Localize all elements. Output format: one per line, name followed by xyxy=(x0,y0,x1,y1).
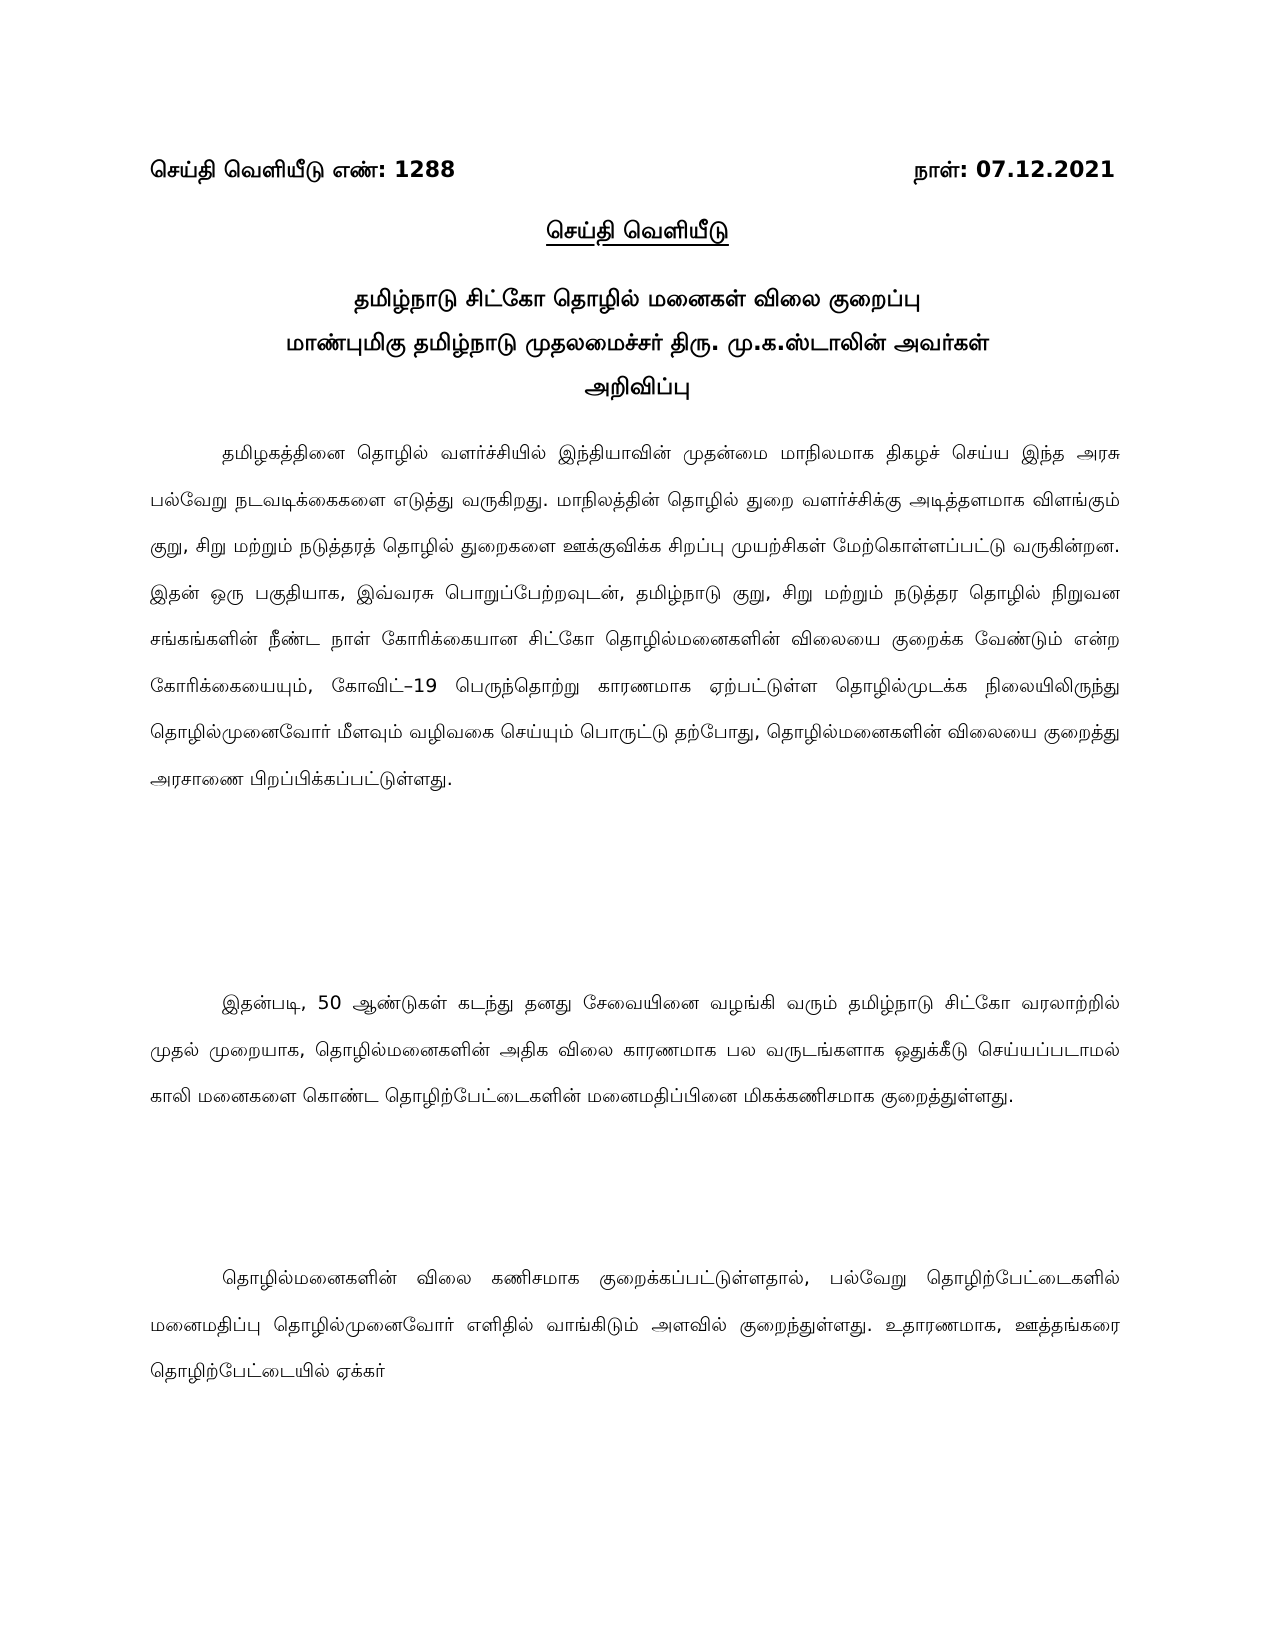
title-line-1: தமிழ்நாடு சிட்கோ தொழில் மனைகள் விலை குறைப்பு xyxy=(354,286,921,312)
press-release-heading: செய்தி வெளியீடு xyxy=(546,218,729,244)
release-date: நாள்: 07.12.2021 xyxy=(913,158,1115,183)
title-block xyxy=(150,277,1125,409)
title-line-3: அறிவிப்பு xyxy=(584,374,691,400)
body-paragraph-2: இதன்படி, 50 ஆண்டுகள் கடந்து தனது சேவையினை வழங்கி வரும் தமிழ்நாடு சிட்கோ வரலாற்றில் முதல் முறையாக, தொழில்மனைகளின் அதிக விலை காரணமாக பல வருடங்களாக ஒதுக்கீடு செய்யப்படாமல் காலி மனைகளை கொண்ட தொழிற்பேட்டைகளின் மனைமதிப்பினை மிகக்கணிசமாக குறைத்துள்ளது. xyxy=(150,992,1120,1107)
body-paragraph-1: தமிழகத்தினை தொழில் வளர்ச்சியில் இந்தியாவின் முதன்மை மாநிலமாக திகழச் செய்ய இந்த அரசு பல்வேறு நடவடிக்கைகளை எடுத்து வருகிறது. மாநிலத்தின் தொழில் துறை வளர்ச்சிக்கு அடித்தளமாக விளங்கும் குறு, சிறு மற்றும் நடுத்தரத் தொழில் துறைகளை ஊக்குவிக்க சிறப்பு முயற்சிகள் மேற்கொள்ளப்பட்டு வருகின்றன. இதன் ஒரு பகுதியாக, இவ்வரசு பொறுப்பேற்றவுடன், தமிழ்நாடு குறு, சிறு மற்றும் நடுத்தர தொழில் நிறுவன சங்கங்களின் நீண்ட நாள் கோரிக்கையான சிட்கோ தொழில்மனைகளின் விலையை குறைக்க வேண்டும் என்ற கோரிக்கையையும், கோவிட்–19 பெருந்தொற்று காரணமாக ஏற்பட்டுள்ள தொழில்முடக்க நிலையிலிருந்து தொழில்முனைவோர் மீளவும் வழிவகை செய்யும் பொருட்டு தற்போது, தொழில்மனைகளின் விலையை குறைத்து அரசாணை பிறப்பிக்கப்பட்டுள்ளது. xyxy=(150,442,1120,790)
body-paragraph-3: தொழில்மனைகளின் விலை கணிசமாக குறைக்கப்பட்டுள்ளதால், பல்வேறு தொழிற்பேட்டைகளில் மனைமதிப்பு தொழில்முனைவோர் எளிதில் வாங்கிடும் அளவில் குறைந்துள்ளது. உதாரணமாக, ஊத்தங்கரை தொழிற்பேட்டையில் ஏக்கர் xyxy=(150,1267,1120,1382)
release-number: செய்தி வெளியீடு எண்: 1288 xyxy=(150,158,456,183)
document-header xyxy=(150,158,1125,190)
title-line-2: மாண்புமிகு தமிழ்நாடு முதலமைச்சர் திரு. மு.க.ஸ்டாலின் அவர்கள் xyxy=(285,330,990,356)
